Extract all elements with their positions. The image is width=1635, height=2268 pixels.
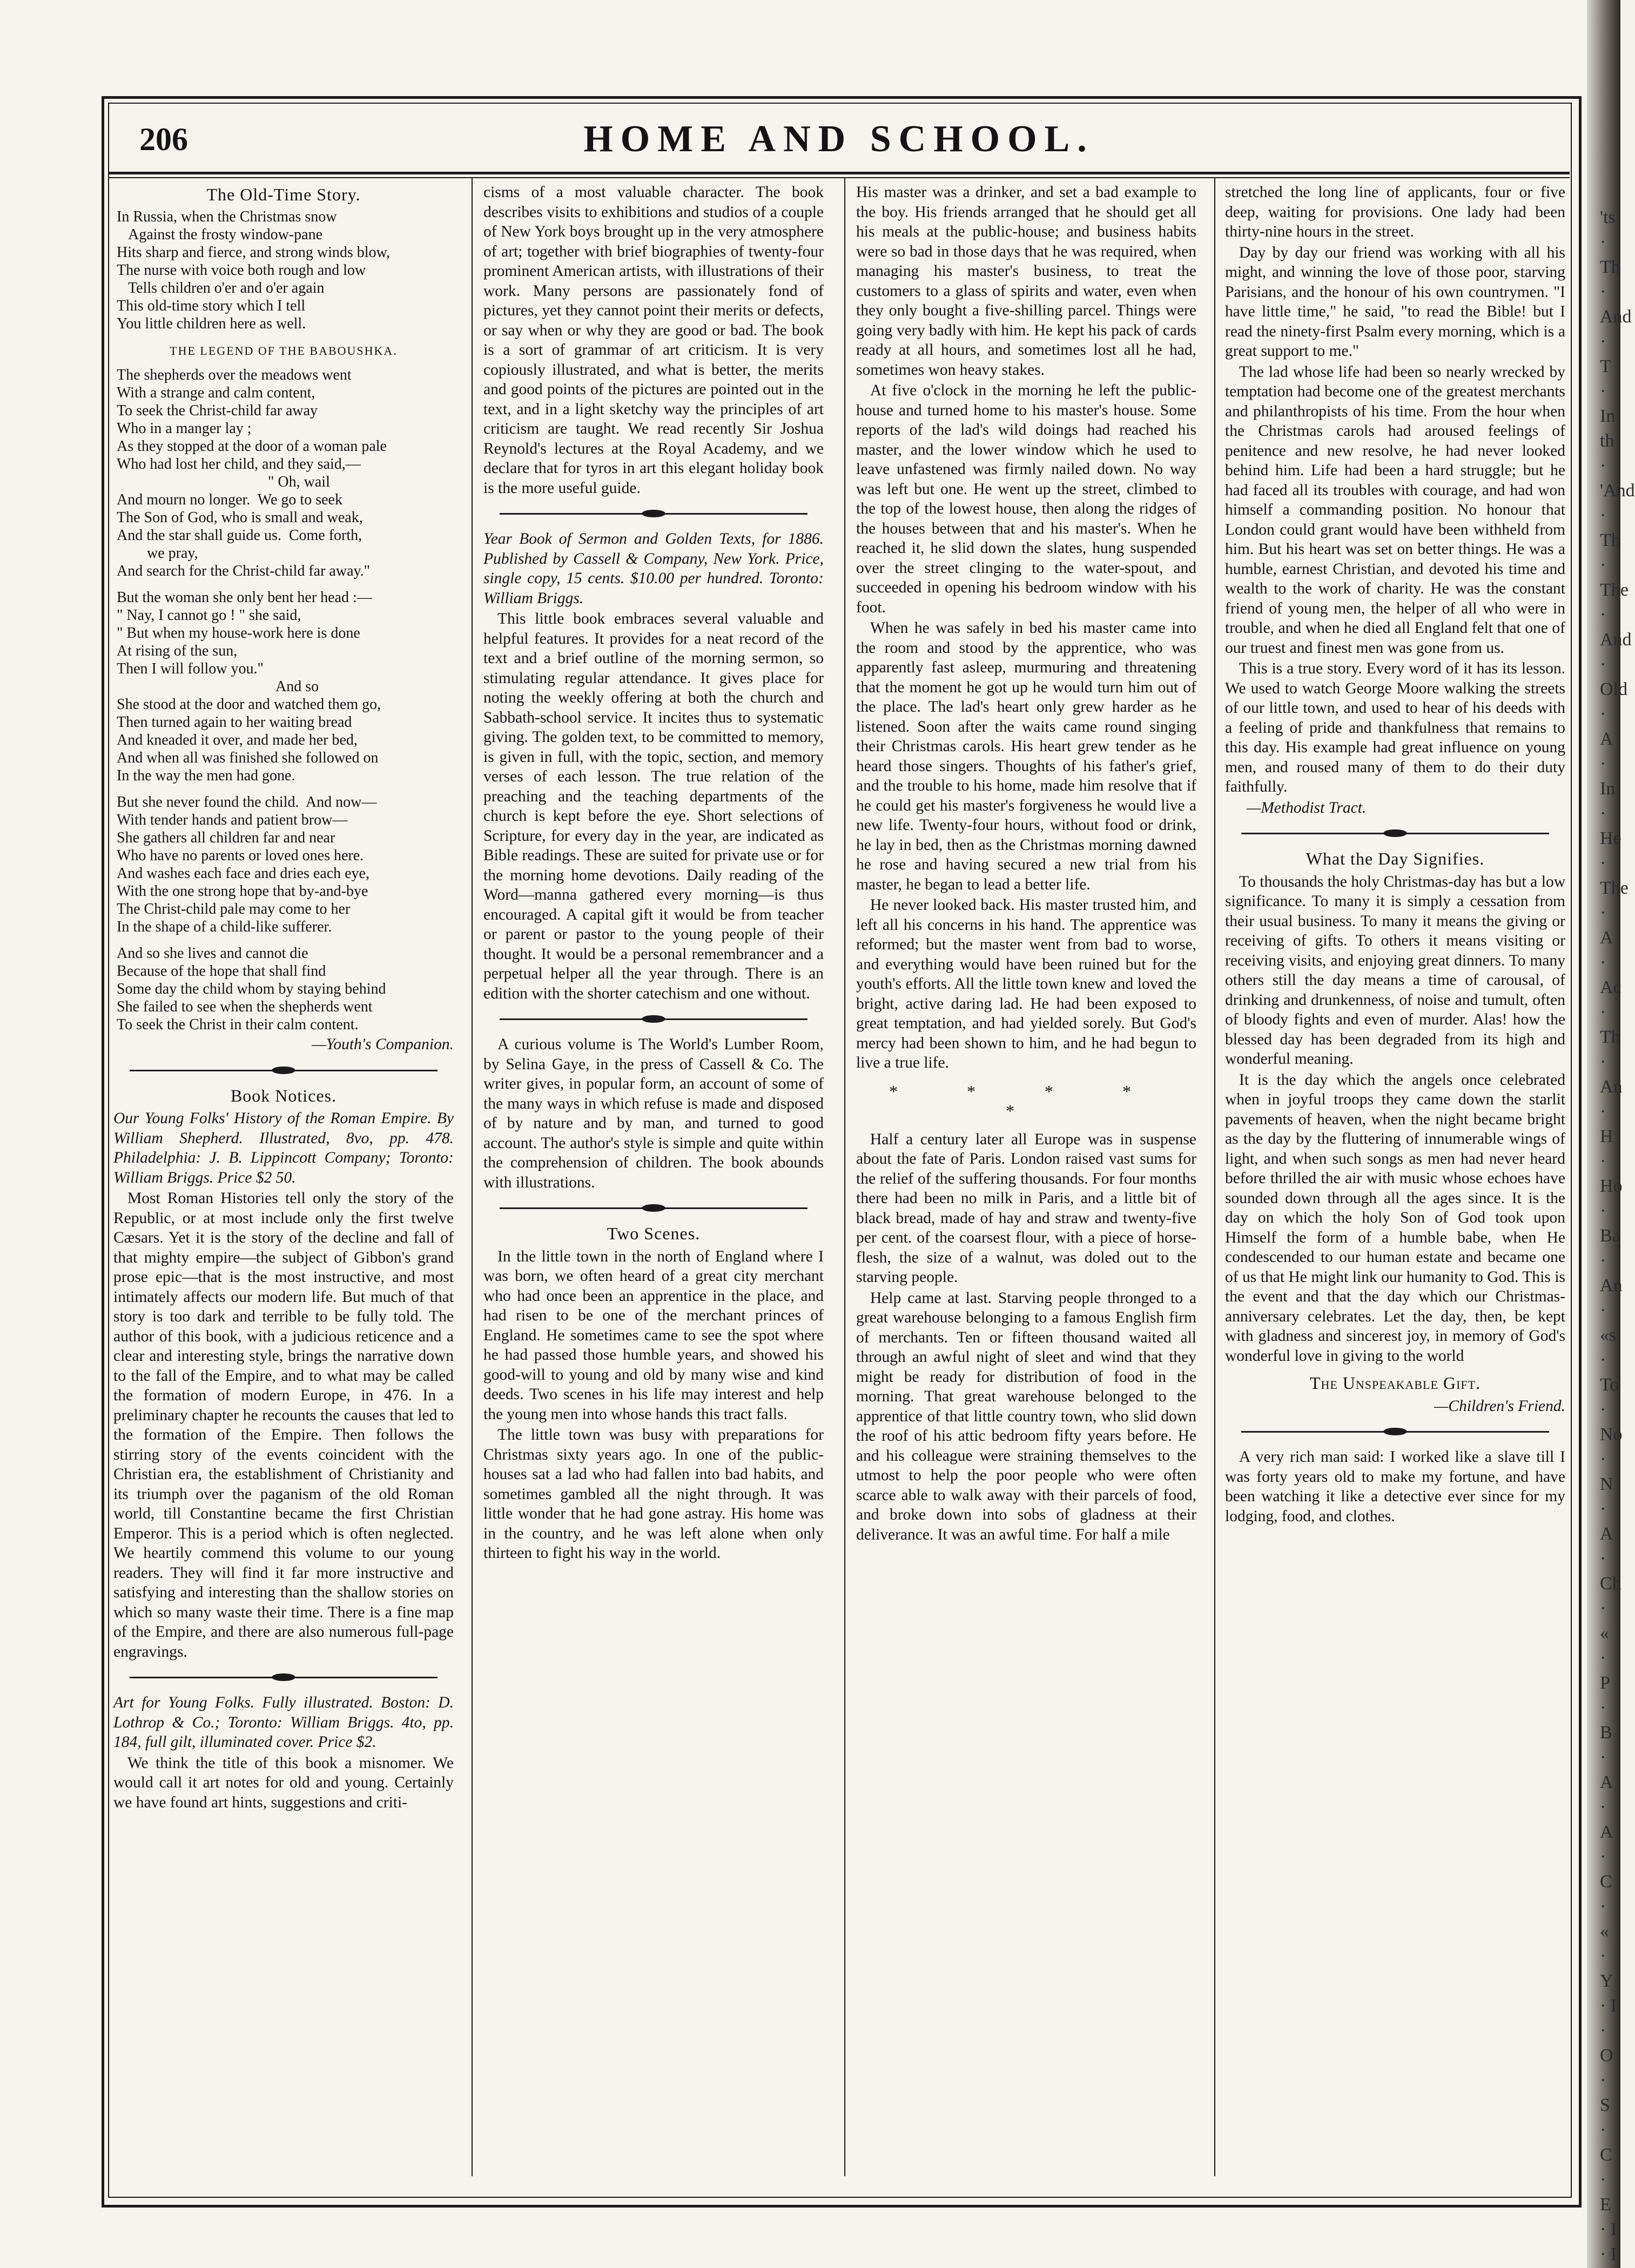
notice-heading: Art for Young Folks. Fully illustrated. Boston: D. Lothrop & Co.; Toronto: William Briggs. 4to, pp. 184, full gilt, illuminated cover. Price $2. xyxy=(113,1694,454,1751)
notice-body: We think the title of this book a misnomer. We would call it art notes for old and young. Certainly we have found art hints, suggestions and criti- xyxy=(113,1754,454,1811)
page-header xyxy=(108,108,1570,173)
column-rule-3 xyxy=(1214,178,1215,2176)
poem-stanza: The shepherds over the meadows went With a strange and calm content, To seek the Christ-child far away Who in a manger lay ; As they stopped at the door of a woman pale Who had lost her child, and they said,— " Oh, wail And mourn no longer. We go to seek The Son of God, who is small and weak, And the star shall guide us. Come forth, we pray, And search for the Christ-child far away." xyxy=(117,367,387,579)
notice-body: This little book embraces several valuable and helpful features. It provides for a neat record of the text and a brief outline of the morning sermon, so stimulating regular attendance. It gives place for noting the weekly offering at both the church and Sabbath-school service. It incites thus to systematic giving. The golden text, to be committed to memory, is given in full, with the topic, section, and memory verses of each lesson. The true relation of the preaching and the teaching departments of the church is kept before the eye. Short selections of Scripture, for every day in the year, are indicated as Bible readings. These are suited for private use or for the morning home devotions. Daily reading of the Word—manna gathered every morning—is thus encouraged. A capital gift it would be from teacher or parent or pastor to the young people of their thought. It would be a personal remembrancer and a perpetual helper all the year through. There is an edition with the shorter catechism and one without. xyxy=(483,610,824,1002)
article-title: Two Scenes. xyxy=(607,1224,701,1243)
section-ornament xyxy=(1241,827,1549,839)
poem-stanza: And so she lives and cannot die Because of the hope that shall find Some day the child whom by staying behind She failed to see when the shepherds went To seek the Christ in their calm content. xyxy=(117,945,386,1033)
article-paragraph: Day by day our friend was working with all his might, and winning the love of those poor, starving Parisians, and the honour of his own countrymen. "I have little time," he said, "to read the Bible! but I read the ninety-first Psalm every morning, which is a great support to me." xyxy=(1225,244,1565,360)
section-break-stars: * * * * * xyxy=(889,1081,1163,1120)
section-ornament xyxy=(130,1064,438,1076)
section-ornament xyxy=(1241,1426,1549,1437)
article-paragraph: He never looked back. His master trusted him, and left all his concerns in his hand. The apprentice was reformed; but the master went from bad to worse, and everything would have been ruined but for the youth's efforts. All the little town knew and loved the bright, active daring lad. He had been exposed to great temptation, and had yielded sorely. But God's mercy had been shown to him, and he had begun to live a true life. xyxy=(856,896,1196,1071)
article-title: What the Day Signifies. xyxy=(1306,849,1485,868)
poem-stanza: But the woman she only bent her head :— " Nay, I cannot go ! " she said, " But when my house-work here is done At rising of the sun, Then I will follow you." And so She stood at the door and watched them go, Then turned again to her waiting bread And kneaded it over, and made her bed, And when all was finished she followed on In the way the men had gone. xyxy=(117,589,381,784)
running-title: HOME AND SCHOOL. xyxy=(583,118,1094,160)
article-paragraph: It is the day which the angels once celebrated when in joyful troops they came down the starlit pavements of heaven, when the night became bright as the day by the fluttering of innumerable wings of light, and when such songs as men had never heard before thrilled the air with music whose echoes have sounded down through all the ages since. It is the day on which the holy Son of God took upon Himself the form of a humble babe, when He condescended to our human estate and became one of us that He might link our humanity to God. This is the event and that the day which our Christmas-anniversary celebrates. Let the day, then, be kept with gladness and sincerest joy, in memory of God's wonderful love in giving to the world xyxy=(1225,1071,1565,1365)
article-paragraph: When he was safely in bed his master came into the room and stood by the apprentice, who was apparently fast asleep, murmuring and threatening that the moment he got up he would turn him out of the place. The lad's heart only grew harder as he listened. Soon after the waits came round singing their Christmas carols. His heart grew tender as he heard those singers. Thoughts of his father's grief, and the trouble to his home, made him resolve that if he could get his master's forgiveness he would live a new life. Twenty-four hours, without food or drink, he lay in bed, then as the Christmas morning dawned he rose and having secured a new trial from his master, he began to lead a better life. xyxy=(856,619,1196,893)
section-ornament xyxy=(500,508,808,519)
section-heading: Book Notices. xyxy=(230,1085,337,1105)
poem-subtitle: THE LEGEND OF THE BABOUSHKA. xyxy=(170,343,398,357)
article-paragraph: In the little town in the north of England where I was born, we often heard of a great city merchant who had once been an apprentice in the place, and had risen to be one of the merchant princes of England. He sometimes came to see the spot where he had passed those humble years, and showed his good-will to young and old by many wise and kind deeds. Two scenes in his life may interest and help the young men into whose hands this tract falls. xyxy=(483,1247,824,1423)
article-attribution: —Children's Friend. xyxy=(1434,1397,1565,1415)
article-paragraph: At five o'clock in the morning he left the public-house and turned home to his master's house. Some reports of the lad's wild doings had reached his master, and the lower window which he used to leave unfastened was firmly nailed down. No way was left but one. He went up the street, climbed to the top of the lowest house, then along the ridges of the houses between that and his master's. When he reached it, he slid down the slates, hung suspended over the street clinging to the water-spout, and succeeded in opening his bedroom window with his foot. xyxy=(856,382,1196,616)
article-paragraph: This is a true story. Every word of it has its lesson. We used to watch George Moore walking the streets of our little town, and used to hear of his deeds with a feeling of pride and thankfulness that remains to this day. His example had great influence on young men, and roused many of them to do their duty faithfully. xyxy=(1225,660,1565,795)
notice-body: A curious volume is The World's Lumber Room, by Selina Gaye, in the press of Cassell & Co. The writer gives, in popular form, an account of some of the many ways in which refuse is made and disposed of by nature and by man, and turned to good account. The author's style is simple and quite within the comprehension of children. The book abounds with illustrations. xyxy=(483,1036,824,1191)
column-2 xyxy=(483,183,824,2170)
article-paragraph: stretched the long line of applicants, four or five deep, waiting for provisions. One lady had been thirty-nine hours in the street. xyxy=(1225,184,1565,240)
header-rule-thin xyxy=(108,177,1570,178)
poem-intro: In Russia, when the Christmas snow Against the frosty window-pane Hits sharp and fierce, and strong winds blow, The nurse with voice both rough and low Tells children o'er and o'er again This old-time story which I tell You little children here as well. xyxy=(117,208,390,332)
column-4 xyxy=(1225,183,1565,2170)
article-paragraph: The lad whose life had been so nearly wrecked by temptation had become one of the greatest merchants and philanthropists of his time. From the hour when the Christmas carols had aroused feelings of penitence and new resolve, he had never looked behind him. Life had been a hard struggle; but he had faced all its troubles with courage, and had won himself a commanding position. No honour that London could grant would have been withheld from him. But his heart was set on better things. He was a humble, earnest Christian, and devoted his time and wealth to the work of charity. He was the constant friend of young men, the helper of all who were in trouble, and when he died all England felt that one of our truest and finest men was gone from us. xyxy=(1225,363,1565,657)
column-3 xyxy=(856,183,1196,2170)
article-paragraph: His master was a drinker, and set a bad example to the boy. His friends arranged that he should get all his meals at the public-house; and business habits were so bad in those days that he was required, when managing his master's business, to treat the customers to a glass of spirits and water, even when they only bought a five-shilling parcel. Things were going very badly with him. He kept his pack of cards ready at all hours, and sometimes lost all he had, sometimes won heavy stakes. xyxy=(856,184,1196,379)
column-1 xyxy=(113,183,454,2170)
page-number: 206 xyxy=(139,122,188,157)
header-rule xyxy=(108,172,1570,174)
notice-heading: Year Book of Sermon and Golden Texts, for 1886. Published by Cassell & Company, New York. Price, single copy, 15 cents. $10.00 per hundred. Toronto: William Briggs. xyxy=(483,530,824,607)
article-paragraph: A very rich man said: I worked like a slave till I was forty years old to make my fortune, and have been watching it like a detective ever since for my lodging, food, and clothes. xyxy=(1225,1448,1565,1525)
adjacent-page-edge: 'ts · Th · And · T · In th · 'And · Th · The · And · Old · A · In · He · The · A · Ac · Th · An · H · Ho · Ba · An · «s · To · No · N · A · Ch · « · P · B · A · A · C · « · Y · I · O · S · C · E · I · I xyxy=(1600,207,1635,2264)
poem-stanza: But she never found the child. And now— With tender hands and patient brow— She gathers all children far and near Who have no parents or loved ones here. And washes each face and dries each eye, With the one strong hope that by-and-bye The Christ-child pale may come to her In the shape of a child-like sufferer. xyxy=(117,794,377,935)
notice-body: cisms of a most valuable character. The book describes visits to exhibitions and studios of a couple of New York boys brought up in the very atmosphere of art; together with brief biographies of twenty-four prominent American artists, with illustrations of their work. Many persons are passionately fond of pictures, yet they cannot point their merits or defects, or say when or why they are good or bad. The book is a sort of grammar of art criticism. It is very copiously illustrated, and what is better, the merits and good points of the pictures are pointed out in the text, and in a light sketchy way the principles of art criticism are taught. We read recently Sir Joshua Reynold's lectures at the Royal Academy, and we declare that for tyros in art this elegant holiday book is the more useful guide. xyxy=(483,184,824,497)
article-paragraph: Help came at last. Starving people thronged to a great warehouse belonging to a famous English firm of merchants. Ten or fifteen thousand waited all through an awful night of sleet and wind that they might be ready for distribution of food in the morning. That great warehouse belonged to the apprentice of that little country town, who slid down the roof of his attic bedroom fifty years before. He and his colleague were straining themselves to the utmost to help the poor people who were often scarce able to walk away with their parcels of food, and broke down into sobs of gladness at their deliverance. It was an awful time. For half a mile xyxy=(856,1289,1196,1543)
section-ornament xyxy=(130,1671,438,1683)
article-attribution: —Methodist Tract. xyxy=(1247,799,1367,816)
section-ornament xyxy=(500,1202,808,1214)
column-rule-1 xyxy=(472,178,473,2176)
poem-attribution: —Youth's Companion. xyxy=(312,1036,454,1053)
article-paragraph: To thousands the holy Christmas-day has but a low significance. To many it is simply a cessation from their usual business. To many it means the giving or receiving of gifts. To others it means visiting or receiving visits, and enjoying great dinners. To many others still the day means a time of carousal, of drinking and drunkenness, of noise and tumult, often of bloody fights and even of murder. Alas! how the blessed day has been degraded from its high and wonderful meaning. xyxy=(1225,873,1565,1068)
section-ornament xyxy=(500,1013,808,1025)
notice-body: Most Roman Histories tell only the story of the Republic, or at most include only the first twelve Cæsars. Yet it is the story of the decline and fall of that mighty empire—the subject of Gibbon's grand prose epic—that is the most instructive, and most intimately affects our modern life. But much of that story is too dark and terrible to be fully told. The author of this book, with a judicious reticence and a clear and interesting style, brings the narrative down to the fall of the Empire, and to what may be called the formation of modern Europe, in 476. In a preliminary chapter he recounts the causes that led to the formation of the Empire. Then follows the stirring story of the events coincident with the Christian era, the establishment of Christianity and its triumph over the paganism of the old Roman world, till Constantine became the first Christian Emperor. This is a period which is often neglected. We heartily commend this volume to our young readers. They will find it far more instructive and satisfying and interesting than the shallow stories on which so many waste their time. There is a fine map of the Empire, and there are also numerous full-page engravings. xyxy=(113,1190,454,1660)
article-paragraph: Half a century later all Europe was in suspense about the fate of Paris. London raised vast sums for the relief of the suffering thousands. For four months there had been no milk in Paris, and a little bit of black bread, made of hay and straw and twenty-five per cent. of the coarsest flour, with a piece of horse-flesh, the size of a walnut, was doled out to the starving people. xyxy=(856,1130,1196,1286)
column-rule-2 xyxy=(844,178,845,2176)
notice-heading: Our Young Folks' History of the Roman Empire. By William Shepherd. Illustrated, 8vo, pp. 478. Philadelphia: J. B. Lippincott Company; Toronto: William Briggs. Price $2 50. xyxy=(113,1110,454,1186)
closing-heading: The Unspeakable Gift. xyxy=(1309,1373,1481,1393)
article-paragraph: The little town was busy with preparations for Christmas sixty years ago. In one of the public-houses sat a lad who had fallen into bad habits, and sometimes gambled all the night through. It was little wonder that he had gone astray. His home was in the country, and he was left alone when only thirteen to fight his way in the world. xyxy=(483,1426,824,1562)
poem-title: The Old-Time Story. xyxy=(206,185,361,204)
